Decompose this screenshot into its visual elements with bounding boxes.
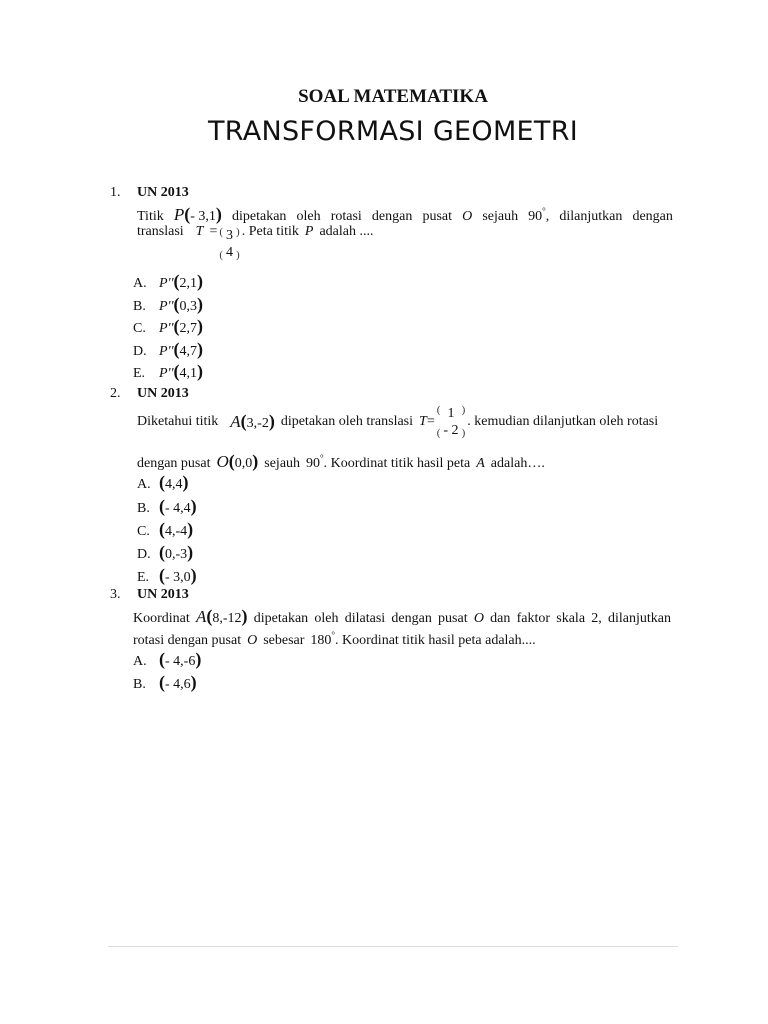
q1-option-c[interactable]: C. P''(2,7)	[133, 316, 204, 336]
q1-word: rotasi	[330, 209, 362, 224]
q3-text: rotasi dengan pusat	[133, 633, 242, 648]
q1-word: dengan	[371, 209, 413, 224]
q1-text: . Peta titik	[241, 224, 299, 239]
q2-text: sejauh	[264, 456, 301, 471]
q3-text: sebesar	[263, 633, 305, 648]
q1-word: oleh	[296, 209, 321, 224]
q1-word: translasi	[137, 224, 184, 239]
q3-word: dan	[490, 611, 511, 626]
q1-option-d[interactable]: D. P''(4,7)	[133, 339, 204, 359]
q2-point-a: A(3,-2)	[230, 411, 275, 431]
q3-word: dipetakan	[253, 611, 309, 626]
q2-center-o: O(0,0)	[216, 451, 259, 471]
q1-point-p: P(- 3,1)	[173, 204, 222, 224]
q3-angle: 180°	[310, 630, 336, 648]
q2-option-c[interactable]: C. (4,-4)	[137, 519, 194, 539]
question-3-source: UN 2013	[137, 587, 189, 602]
q1-text: adalah ....	[319, 224, 374, 239]
q3-word: oleh	[314, 611, 339, 626]
question-1-line-1	[137, 205, 673, 225]
q2-equals: =	[426, 414, 435, 429]
question-3-number: 3.	[110, 587, 121, 602]
question-2-source: UN 2013	[137, 386, 189, 401]
q2-angle: 90°	[306, 453, 324, 471]
q1-center-o: O	[462, 209, 473, 224]
q3-center-o: O	[473, 611, 484, 626]
question-1-number: 1.	[110, 185, 121, 200]
q1-option-b[interactable]: B. P''(0,3)	[133, 294, 204, 314]
q2-point-a-ref: A	[476, 456, 485, 471]
question-3-line-1	[133, 607, 671, 627]
q1-point-p-ref: P	[304, 224, 314, 239]
q3-word: dengan	[391, 611, 432, 626]
q1-vector-bottom: 4	[226, 245, 234, 260]
q2-text: adalah….	[490, 456, 545, 471]
document-title: SOAL MATEMATIKA	[298, 86, 488, 107]
question-2-line-1	[137, 405, 677, 439]
q3-option-b[interactable]: B. (- 4,6)	[133, 672, 197, 692]
document-subtitle: TRANSFORMASI GEOMETRI	[207, 116, 579, 147]
q1-equals: =	[209, 224, 218, 239]
q1-word: sejauh	[482, 209, 519, 224]
question-2-number: 2.	[110, 386, 121, 401]
q2-text: . Koordinat titik hasil peta	[323, 456, 471, 471]
q1-word: pusat	[422, 209, 452, 224]
question-1-source: UN 2013	[137, 185, 189, 200]
q2-text: dengan pusat	[137, 456, 211, 471]
q3-word: skala	[556, 611, 586, 626]
q2-option-d[interactable]: D. (0,-3)	[137, 542, 194, 562]
q3-word: Koordinat	[133, 611, 190, 626]
q1-word: dilanjutkan	[559, 209, 623, 224]
question-1-line-2	[137, 224, 373, 261]
q2-text: . kemudian dilanjutkan oleh rotasi	[467, 414, 659, 429]
q3-word: pusat	[438, 611, 468, 626]
q2-text: dipetakan oleh translasi	[280, 414, 414, 429]
q1-option-e[interactable]: E. P''(4,1)	[133, 361, 204, 381]
question-2-line-2	[137, 452, 545, 472]
q2-translation-vector: ( ( 1 - 2 ) )	[436, 404, 466, 439]
q3-word: faktor	[516, 611, 551, 626]
q1-vector-top: 3	[226, 228, 234, 243]
q1-word: dipetakan	[231, 209, 287, 224]
q1-word: Titik	[137, 209, 164, 224]
q3-word: dilatasi	[344, 611, 386, 626]
q1-translation-vector: ( ( 3 4 ) )	[219, 226, 240, 261]
q2-option-e[interactable]: E. (- 3,0)	[137, 565, 197, 585]
question-3-line-2	[133, 630, 536, 649]
q2-text: Diketahui titik	[137, 414, 219, 429]
page-footer-divider	[108, 946, 678, 947]
q1-option-a[interactable]: A. P''(2,1)	[133, 271, 204, 291]
q1-word: dengan	[632, 209, 673, 224]
q2-vector-top: 1	[447, 406, 455, 421]
q3-center-o-ref: O	[247, 633, 258, 648]
q1-angle: 90°,	[528, 206, 550, 224]
q2-vector-bottom: - 2	[443, 423, 459, 438]
q3-word: 2,	[591, 611, 602, 626]
q2-translation-t: T	[419, 414, 427, 429]
q2-option-a[interactable]: A. (4,4)	[137, 472, 189, 492]
q3-point-a: A(8,-12)	[195, 606, 248, 626]
q1-translation-t: T	[195, 224, 204, 239]
q3-word: dilanjutkan	[607, 611, 671, 626]
q3-option-a[interactable]: A. (- 4,-6)	[133, 649, 202, 669]
q2-option-b[interactable]: B. (- 4,4)	[137, 496, 197, 516]
q3-text: . Koordinat titik hasil peta adalah....	[335, 633, 536, 648]
